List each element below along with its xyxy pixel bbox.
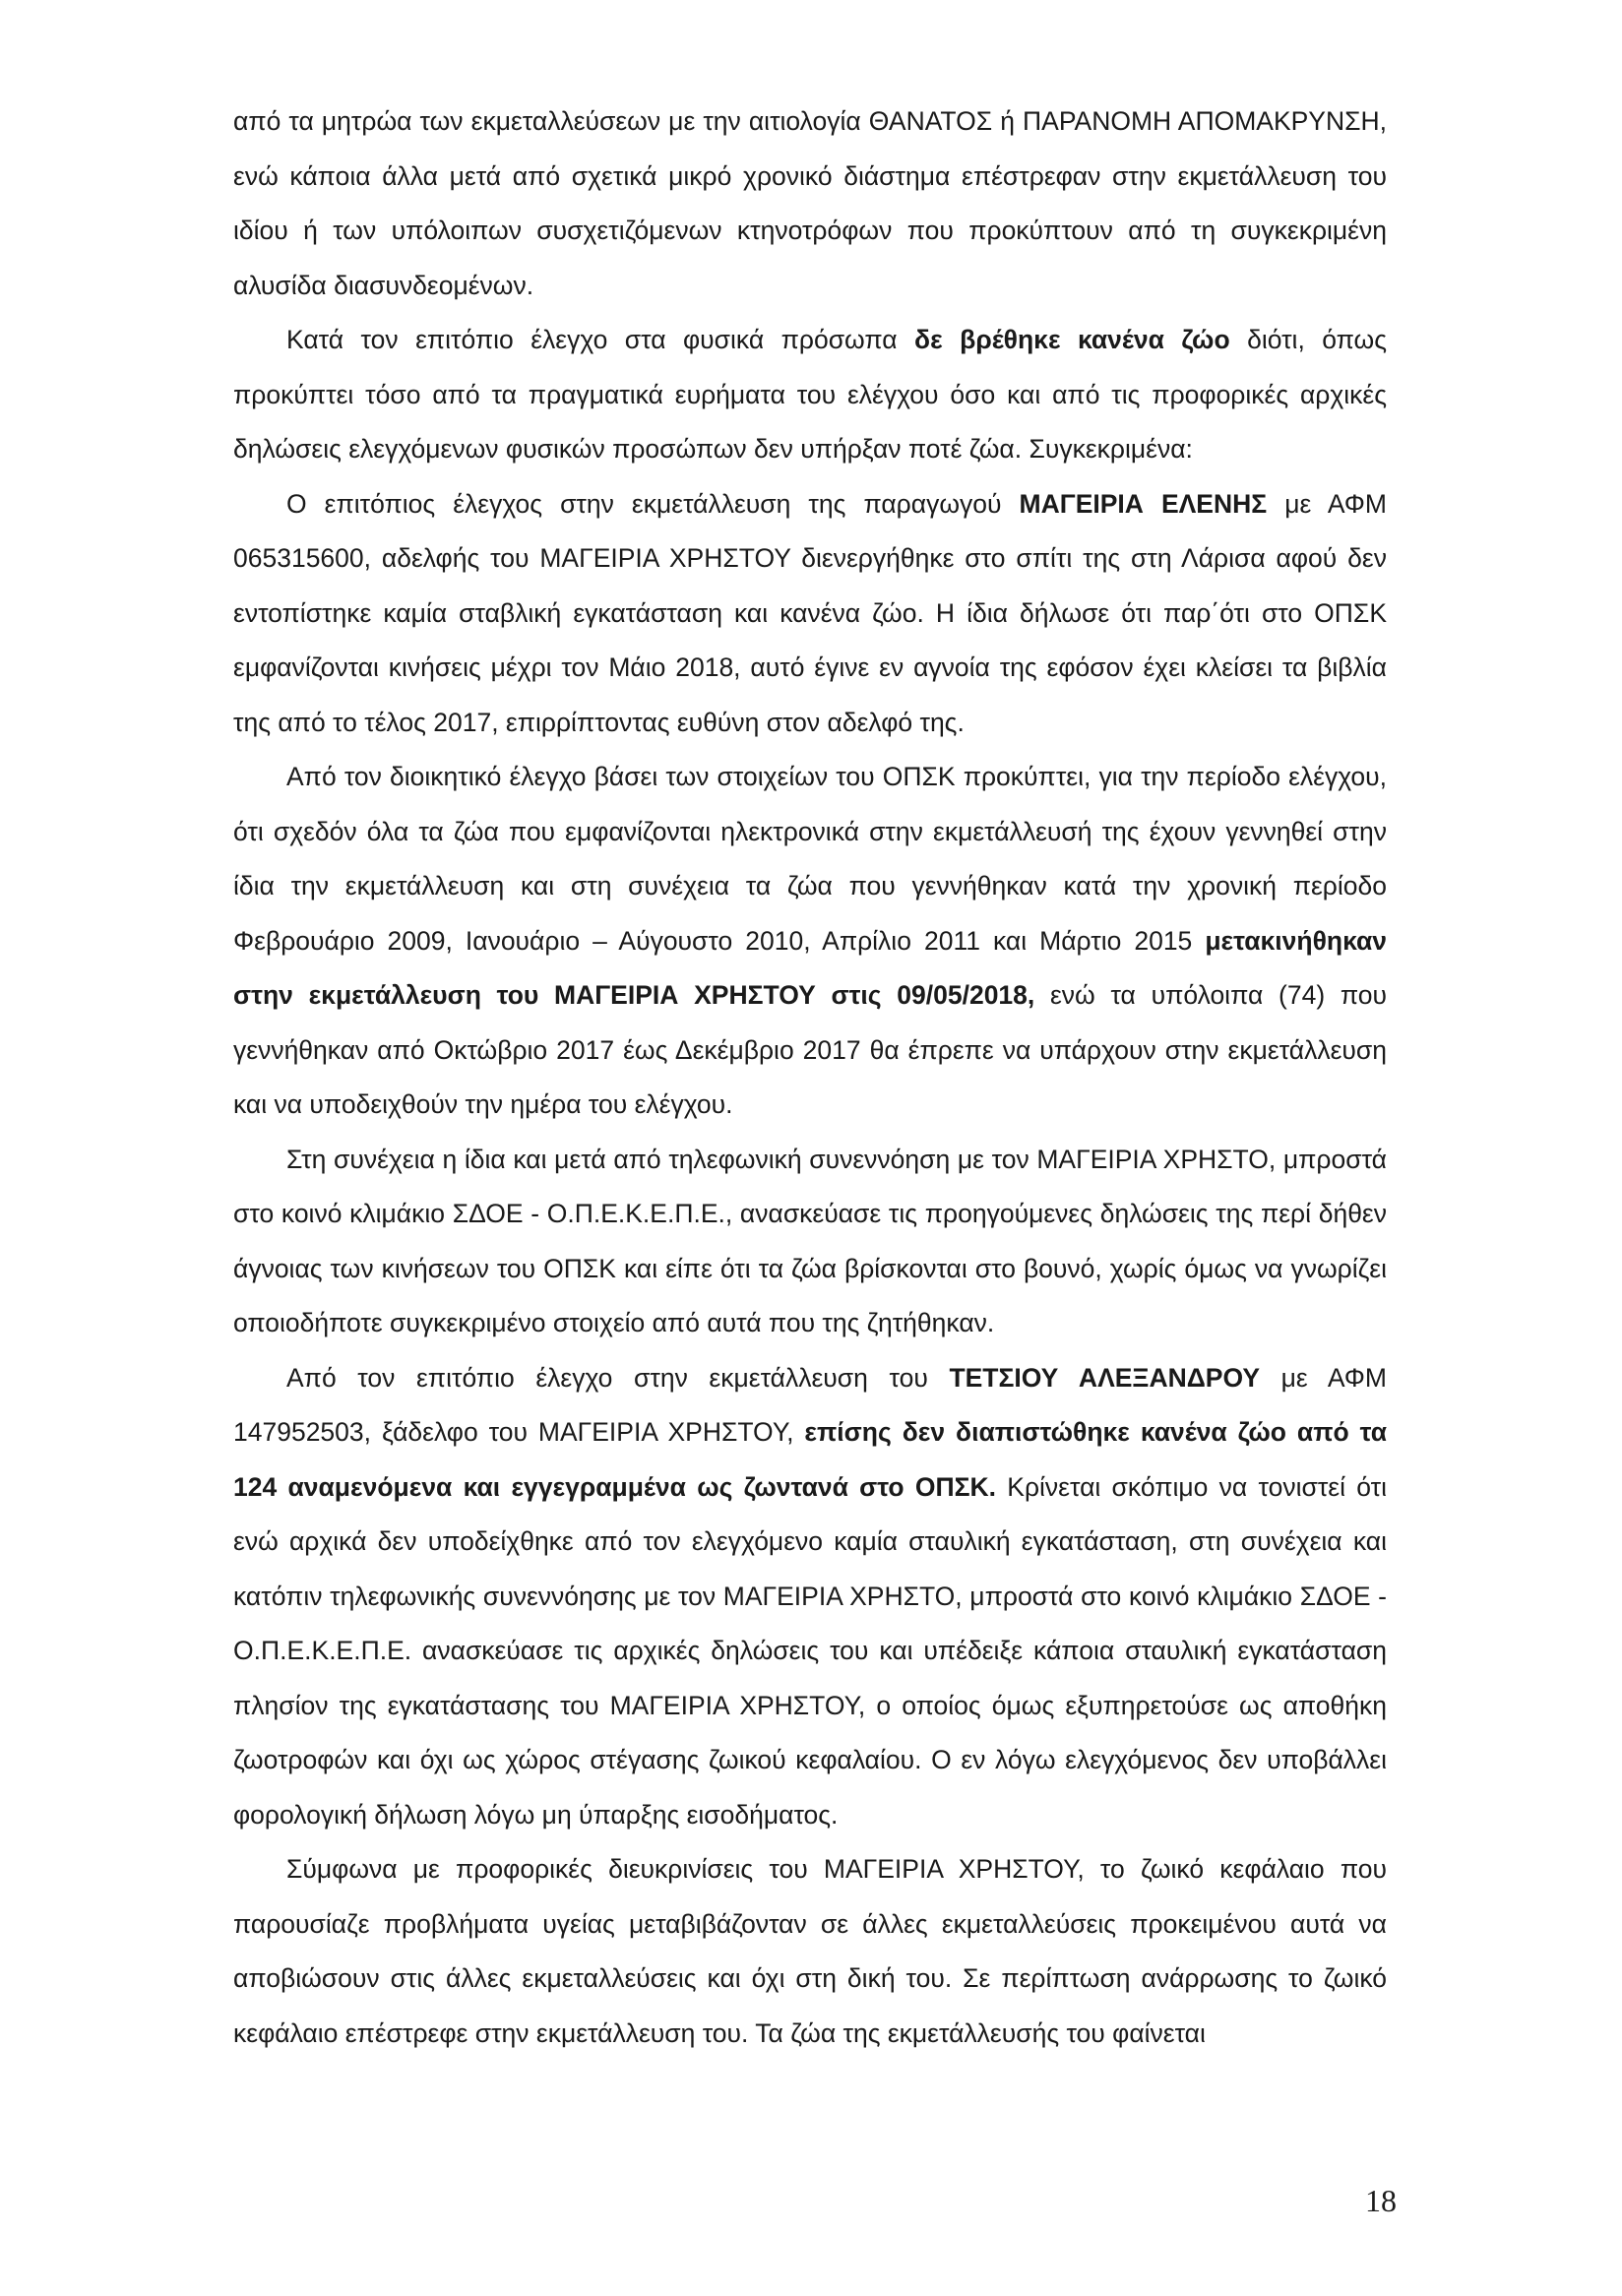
document-body bbox=[233, 94, 1387, 2061]
bold-text: μετακινήθηκαν στην εκμετάλλευση του ΜΑΓΕΙΡΙΑ ΧΡΗΣΤΟΥ στις 09/05/2018, bbox=[233, 925, 1387, 1010]
text-run: ενώ τα υπόλοιπα (74) που γεννήθηκαν από Οκτώβριο 2017 έως Δεκέμβριο 2017 θα έπρεπε να υπάρχουν στην εκμετάλλευση και να υποδειχθούν την ημέρα του ελέγχου. bbox=[233, 980, 1387, 1119]
paragraph bbox=[233, 477, 1387, 751]
paragraph bbox=[233, 1133, 1387, 1351]
text-run: με ΑΦΜ 147952503, ξάδελφο του ΜΑΓΕΙΡΙΑ ΧΡΗΣΤΟΥ, bbox=[233, 1362, 1387, 1447]
bold-text: ΤΕΤΣΙΟΥ ΑΛΕΞΑΝΔΡΟΥ bbox=[949, 1362, 1261, 1393]
paragraph bbox=[233, 1842, 1387, 2061]
text-run: Κρίνεται σκόπιμο να τονιστεί ότι ενώ αρχικά δεν υποδείχθηκε από τον ελεγχόμενο καμία σταυλική εγκατάσταση, στη συνέχεια και κατόπιν τηλεφωνικής συνεννόησης με τον ΜΑΓΕΙΡΙΑ ΧΡΗΣΤΟ, μπροστά στο κοινό κλιμάκιο ΣΔΟΕ - Ο.Π.Ε.Κ.Ε.Π.Ε. ανασκεύασε τις αρχικές δηλώσεις του και υπέδειξε κάποια σταυλική εγκατάσταση πλησίον της εγκατάστασης του ΜΑΓΕΙΡΙΑ ΧΡΗΣΤΟΥ, ο οποίος όμως εξυπηρετούσε ως αποθήκη ζωοτροφών και όχι ως χώρος στέγασης ζωικού κεφαλαίου. Ο εν λόγω ελεγχόμενος δεν υποβάλλει φορολογική δήλωση λόγω μη ύπαρξης εισοδήματος. bbox=[233, 1471, 1387, 1830]
text-run: από τα μητρώα των εκμεταλλεύσεων με την αιτιολογία ΘΑΝΑΤΟΣ ή ΠΑΡΑΝΟΜΗ ΑΠΟΜΑΚΡΥΝΣΗ, ενώ κάποια άλλα μετά από σχετικά μικρό χρονικό διάστημα επέστρεφαν στην εκμετάλλευση του ιδίου ή των υπόλοιπων συσχετιζόμενων κτηνοτρόφων που προκύπτουν από τη συγκεκριμένη αλυσίδα διασυνδεομένων. bbox=[233, 106, 1387, 300]
paragraph bbox=[233, 94, 1387, 313]
text-run: με ΑΦΜ 065315600, αδελφής του ΜΑΓΕΙΡΙΑ ΧΡΗΣΤΟΥ διενεργήθηκε στο σπίτι της στη Λάρισα αφού δεν εντοπίστηκε καμία σταβλική εγκατάσταση και κανένα ζώο. Η ίδια δήλωσε ότι παρ΄ότι στο ΟΠΣΚ εμφανίζονται κινήσεις μέχρι τον Μάιο 2018, αυτό έγινε εν αγνοία της εφόσον έχει κλείσει τα βιβλία της από το τέλος 2017, επιρρίπτοντας ευθύνη στον αδελφό της. bbox=[233, 488, 1387, 737]
text-run: Σύμφωνα με προφορικές διευκρινίσεις του ΜΑΓΕΙΡΙΑ ΧΡΗΣΤΟΥ, το ζωικό κεφάλαιο που παρουσίαζε προβλήματα υγείας μεταβιβάζονταν σε άλλες εκμεταλλεύσεις προκειμένου αυτά να αποβιώσουν στις άλλες εκμεταλλεύσεις και όχι στη δική του. Σε περίπτωση ανάρρωσης το ζωικό κεφάλαιο επέστρεφε στην εκμετάλλευση του. Τα ζώα της εκμετάλλευσής του φαίνεται bbox=[233, 1854, 1387, 2048]
text-run: Ο επιτόπιος έλεγχος στην εκμετάλλευση της παραγωγού bbox=[286, 488, 1020, 519]
text-run: Κατά τον επιτόπιο έλεγχο στα φυσικά πρόσωπα bbox=[286, 325, 915, 354]
bold-text: δε βρέθηκε κανένα ζώο bbox=[914, 325, 1230, 354]
text-run: Από τον επιτόπιο έλεγχο στην εκμετάλλευση του bbox=[286, 1362, 950, 1393]
text-run: Στη συνέχεια η ίδια και μετά από τηλεφωνική συνεννόηση με τον ΜΑΓΕΙΡΙΑ ΧΡΗΣΤΟ, μπροστά στο κοινό κλιμάκιο ΣΔΟΕ - Ο.Π.Ε.Κ.Ε.Π.Ε., ανασκεύασε τις προηγούμενες δηλώσεις της περί δήθεν άγνοιας των κινήσεων του ΟΠΣΚ και είπε ότι τα ζώα βρίσκονται στο βουνό, χωρίς όμως να γνωρίζει οποιοδήποτε συγκεκριμένο στοιχείο από αυτά που της ζητήθηκαν. bbox=[233, 1144, 1387, 1337]
paragraph bbox=[233, 750, 1387, 1133]
text-run: διότι, όπως προκύπτει τόσο από τα πραγματικά ευρήματα του ελέγχου όσο και από τις προφορικές αρχικές δηλώσεις ελεγχόμενων φυσικών προσώπων δεν υπήρξαν ποτέ ζώα. Συγκεκριμένα: bbox=[233, 325, 1387, 464]
text-run: Από τον διοικητικό έλεγχο βάσει των στοιχείων του ΟΠΣΚ προκύπτει, για την περίοδο ελέγχου, ότι σχεδόν όλα τα ζώα που εμφανίζονται ηλεκτρονικά στην εκμετάλλευσή της έχουν γεννηθεί στην ίδια την εκμετάλλευση και στη συνέχεια τα ζώα που γεννήθηκαν κατά την χρονική περίοδο Φεβρουάριο 2009, Ιανουάριο – Αύγουστο 2010, Απρίλιο 2011 και Μάρτιο 2015 bbox=[233, 762, 1387, 956]
bold-text: ΜΑΓΕΙΡΙΑ ΕΛΕΝΗΣ bbox=[1019, 488, 1268, 519]
paragraph bbox=[233, 313, 1387, 477]
paragraph bbox=[233, 1351, 1387, 1843]
bold-text: επίσης δεν διαπιστώθηκε κανένα ζώο από τα 124 αναμενόμενα και εγγεγραμμένα ως ζωντανά στο ΟΠΣΚ. bbox=[233, 1417, 1387, 1502]
page-number: 18 bbox=[1365, 2183, 1397, 2218]
